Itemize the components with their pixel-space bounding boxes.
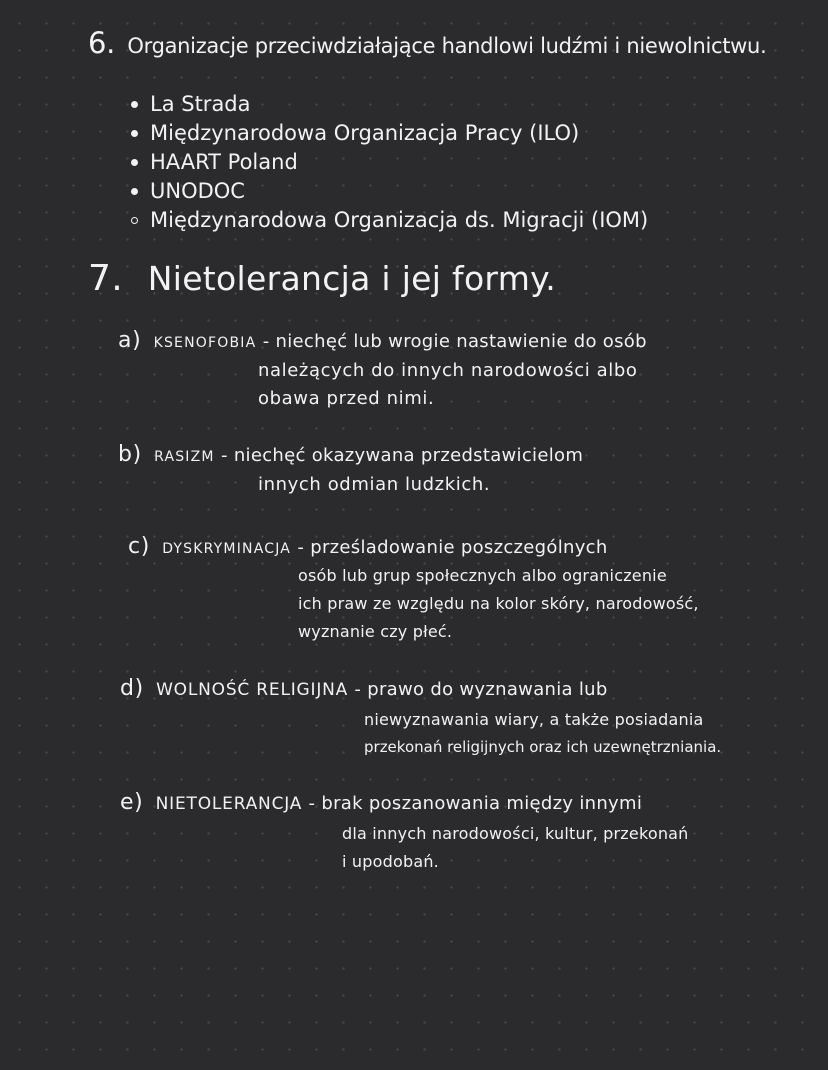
bullet-dot-icon <box>131 188 138 195</box>
list-item <box>131 90 648 119</box>
definition-text-line: i upodobań. <box>342 852 439 871</box>
definition-religious-freedom <box>120 676 608 701</box>
definition-text: - brak poszanowania między innymi <box>308 793 643 814</box>
bullet-dot-icon <box>131 130 138 137</box>
list-item-text: UNODOC <box>150 179 245 203</box>
definition-text-line: przekonań religijnych oraz ich uzewnętrzniania. <box>364 738 722 756</box>
definition-text-line: ich praw ze względu na kolor skóry, narodowość, <box>298 594 699 613</box>
definition-text-line: niewyznawania wiary, a także posiadania <box>364 710 704 729</box>
list-item <box>131 206 648 235</box>
list-item-text: Międzynarodowa Organizacja Pracy (ILO) <box>150 121 580 145</box>
list-item <box>131 119 648 148</box>
definition-text: - niechęć lub wrogie nastawienie do osób <box>262 331 647 352</box>
definition-label: b) <box>118 442 142 467</box>
definition-text-line: należących do innych narodowości albo <box>258 360 638 381</box>
definition-label: d) <box>120 676 144 701</box>
definition-racism <box>118 442 583 467</box>
section-7-number: 7. <box>88 258 123 299</box>
list-item-text: Międzynarodowa Organizacja ds. Migracji (IOM) <box>150 208 649 232</box>
bullet-dot-icon <box>131 101 138 108</box>
section-6-number: 6. <box>88 26 116 60</box>
definition-term: RASIZM <box>154 449 215 465</box>
definition-text: - niechęć okazywana przedstawicielom <box>221 445 584 466</box>
bullet-dot-icon <box>131 159 138 166</box>
section-6-title: Organizacje przeciwdziałające handlowi ludźmi i niewolnictwu. <box>127 34 767 58</box>
definition-label: c) <box>128 534 150 559</box>
definition-text-line: obawa przed nimi. <box>258 388 435 409</box>
definition-intolerance <box>120 790 642 815</box>
definition-term: WOLNOŚĆ RELIGIJNA <box>156 680 349 700</box>
list-item-text: La Strada <box>150 92 251 116</box>
list-item <box>131 148 648 177</box>
list-item <box>131 177 648 206</box>
section-7-title: Nietolerancja i jej formy. <box>147 259 557 298</box>
definition-label: a) <box>118 328 142 353</box>
definition-text-line: osób lub grup społecznych albo ograniczenie <box>298 566 667 585</box>
definition-text-line: wyznanie czy płeć. <box>298 622 453 641</box>
definition-discrimination <box>128 534 608 559</box>
definition-xenophobia <box>118 328 647 353</box>
definition-label: e) <box>120 790 144 815</box>
bullet-circle-icon <box>131 217 138 224</box>
definition-text-line: dla innych narodowości, kultur, przekonań <box>342 824 689 843</box>
definition-text-line: innych odmian ludzkich. <box>258 474 491 495</box>
definition-term: KSENOFOBIA <box>153 335 257 351</box>
definition-text: - prawo do wyznawania lub <box>354 679 608 700</box>
section-6-heading <box>88 26 766 60</box>
definition-text: - prześladowanie poszczególnych <box>297 537 608 558</box>
organizations-list <box>131 90 648 235</box>
definition-term: DYSKRYMINACJA <box>162 541 292 557</box>
list-item-text: HAART Poland <box>150 150 298 174</box>
definition-term: NIETOLERANCJA <box>155 794 303 814</box>
section-7-heading <box>88 258 556 299</box>
